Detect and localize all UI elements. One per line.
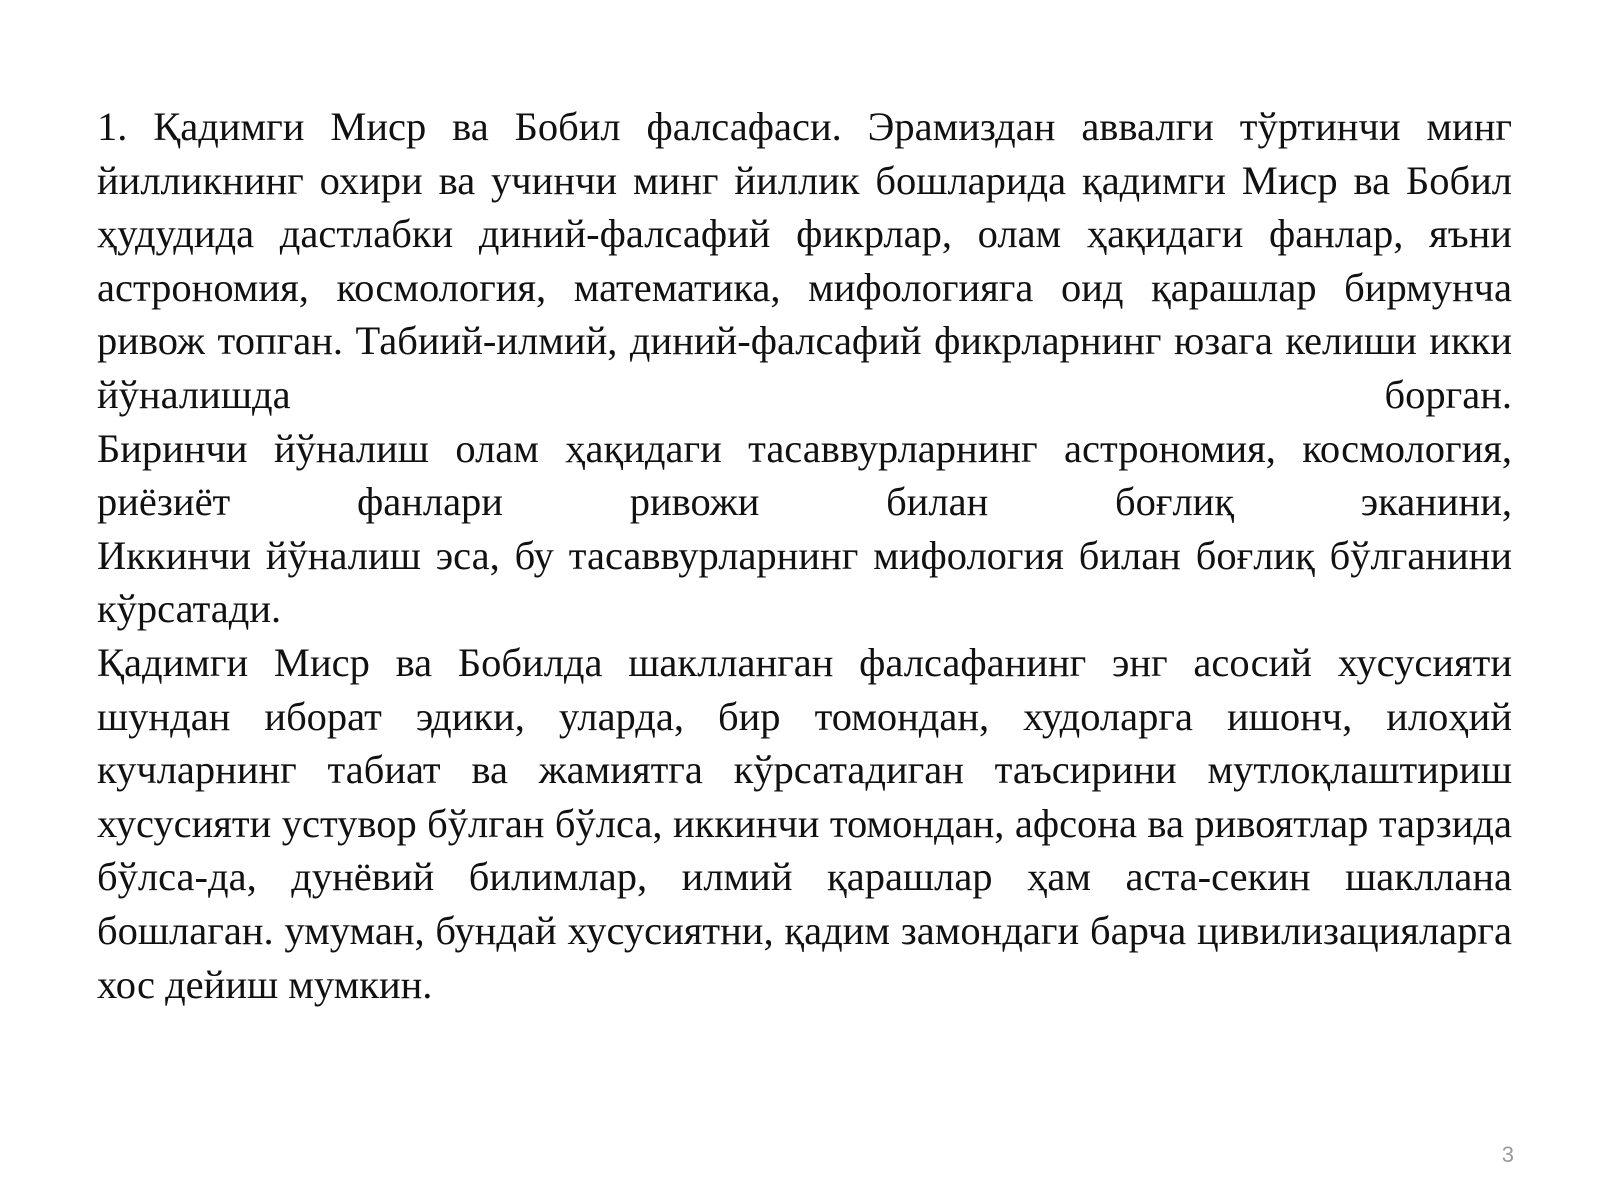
paragraph-first-direction: Биринчи йўналиш олам ҳақидаги тасаввурларнинг астрономия, космология, риёзиёт фанлари ривожи билан боғлиқ эканини,: [97, 425, 1512, 525]
paragraph-intro: 1. Қадимги Миср ва Бобил фалсафаси. Эрамиздан аввалги тўртинчи минг йилликнинг охири ва учинчи минг йиллик бошларида қадимги Миср ва Бобил ҳудудида дастлабки диний-фалсафий фикрлар, олам ҳақидаги фанлар, яъни астрономия, космология, математика, мифологияга оид қарашлар бирмунча ривож топган. Табиий-илмий, диний-фалсафий фикрларнинг юзага келиши икки йўналишда борган.: [97, 104, 1512, 417]
body-text: [97, 100, 1512, 1011]
paragraph-characteristics: Қадимги Миср ва Бобилда шаклланган фалсафанинг энг асосий хусусияти шундан иборат эдики, уларда, бир томондан, худоларга ишонч, илоҳий кучларнинг табиат ва жамиятга кўрсатадиган таъсирини мутлоқлаштириш хусусияти устувор бўлган бўлса, иккинчи томондан, афсона ва ривоятлар тарзида бўлса-да, дунёвий билимлар, илмий қарашлар ҳам аста-секин шакллана бошлаган. умуман, бундай хусусиятни, қадим замондаги барча цивилизацияларга хос дейиш мумкин.: [97, 639, 1512, 1007]
paragraph-second-direction: Иккинчи йўналиш эса, бу тасаввурларнинг мифология билан боғлиқ бўлганини кўрсатади.: [97, 532, 1512, 632]
page-number: 3: [1501, 1142, 1514, 1167]
